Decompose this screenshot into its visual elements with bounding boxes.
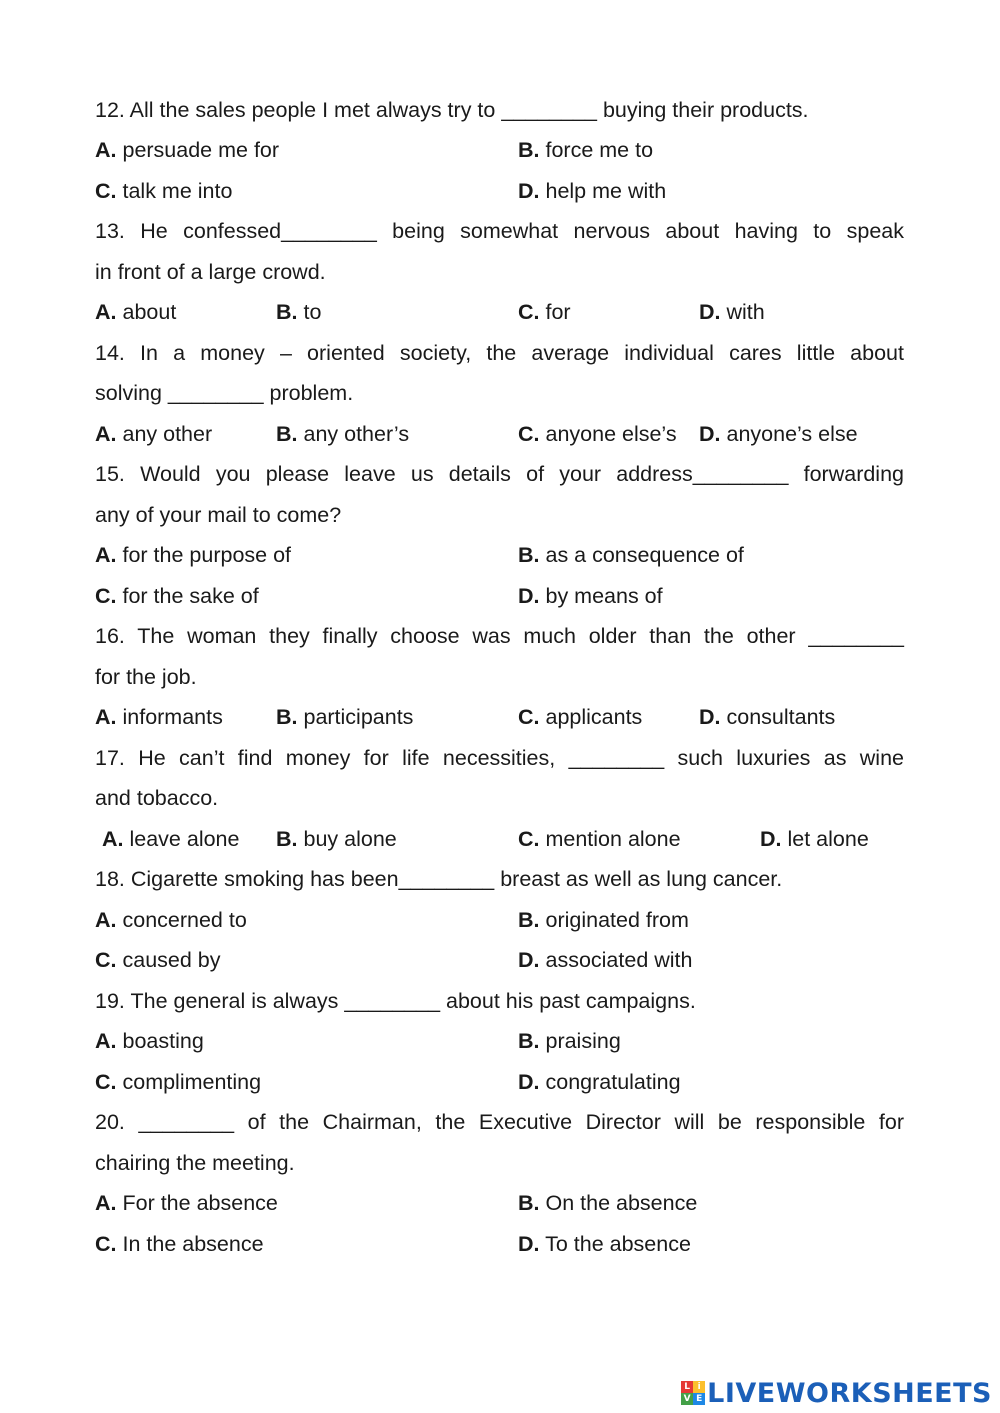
question-15-option-b[interactable]: B. as a consequence of — [518, 543, 744, 567]
question-20-option-a[interactable]: A. For the absence — [95, 1191, 278, 1215]
question-18-option-c[interactable]: C. caused by — [95, 948, 221, 972]
question-13-option-b[interactable]: B. to — [276, 300, 322, 324]
question-12-option-a[interactable]: A. persuade me for — [95, 138, 280, 162]
question-14-stem-line-1: 14. In a money – oriented society, the average individual cares little about — [95, 341, 904, 365]
question-17-stem-line-2: and tobacco. — [95, 786, 219, 810]
question-12-option-d[interactable]: D. help me with — [518, 179, 667, 203]
question-16-stem-line-1: 16. The woman they finally choose was much older than the other ________ — [95, 624, 904, 648]
liveworksheets-logo-icon: L i V E — [681, 1381, 705, 1405]
question-17-option-d[interactable]: D. let alone — [760, 827, 869, 851]
question-13-option-c[interactable]: C. for — [518, 300, 571, 324]
question-16-option-c[interactable]: C. applicants — [518, 705, 643, 729]
question-16-option-a[interactable]: A. informants — [95, 705, 223, 729]
question-20-option-d[interactable]: D. To the absence — [518, 1232, 691, 1256]
question-15-option-d[interactable]: D. by means of — [518, 584, 663, 608]
question-19-option-c[interactable]: C. complimenting — [95, 1070, 262, 1094]
question-19-stem: 19. The general is always ________ about his past campaigns. — [95, 989, 696, 1013]
question-14-option-d[interactable]: D. anyone’s else — [699, 422, 858, 446]
question-15-stem-line-2: any of your mail to come? — [95, 503, 342, 527]
question-13-stem-line-2: in front of a large crowd. — [95, 260, 326, 284]
question-14-option-b[interactable]: B. any other’s — [276, 422, 410, 446]
question-17-option-b[interactable]: B. buy alone — [276, 827, 397, 851]
question-17-option-a[interactable]: A. leave alone — [102, 827, 240, 851]
question-18-option-d[interactable]: D. associated with — [518, 948, 693, 972]
question-19-option-d[interactable]: D. congratulating — [518, 1070, 681, 1094]
question-18-option-a[interactable]: A. concerned to — [95, 908, 247, 932]
question-14-option-a[interactable]: A. any other — [95, 422, 213, 446]
question-13-option-d[interactable]: D. with — [699, 300, 765, 324]
question-16-option-d[interactable]: D. consultants — [699, 705, 836, 729]
question-12-option-b[interactable]: B. force me to — [518, 138, 654, 162]
liveworksheets-logo — [681, 1375, 992, 1411]
question-19-option-b[interactable]: B. praising — [518, 1029, 621, 1053]
question-14-option-c[interactable]: C. anyone else’s — [518, 422, 677, 446]
question-18-stem: 18. Cigarette smoking has been________ breast as well as lung cancer. — [95, 867, 783, 891]
question-15-option-c[interactable]: C. for the sake of — [95, 584, 259, 608]
question-15-stem-line-1: 15. Would you please leave us details of your address________ forwarding — [95, 462, 904, 486]
question-18-option-b[interactable]: B. originated from — [518, 908, 689, 932]
question-16-stem-line-2: for the job. — [95, 665, 197, 689]
question-13-option-a[interactable]: A. about — [95, 300, 177, 324]
liveworksheets-logo-text: LIVEWORKSHEETS — [707, 1377, 992, 1409]
question-12-option-c[interactable]: C. talk me into — [95, 179, 233, 203]
question-13-stem-line-1: 13. He confessed________ being somewhat nervous about having to speak — [95, 219, 904, 243]
question-19-option-a[interactable]: A. boasting — [95, 1029, 204, 1053]
question-14-stem-line-2: solving ________ problem. — [95, 381, 354, 405]
question-20-stem-line-2: chairing the meeting. — [95, 1151, 295, 1175]
question-20-option-c[interactable]: C. In the absence — [95, 1232, 264, 1256]
question-17-option-c[interactable]: C. mention alone — [518, 827, 681, 851]
question-17-stem-line-1: 17. He can’t find money for life necessities, ________ such luxuries as wine — [95, 746, 904, 770]
question-20-stem-line-1: 20. ________ of the Chairman, the Executive Director will be responsible for — [95, 1110, 904, 1134]
question-16-option-b[interactable]: B. participants — [276, 705, 414, 729]
question-15-option-a[interactable]: A. for the purpose of — [95, 543, 292, 567]
question-20-option-b[interactable]: B. On the absence — [518, 1191, 698, 1215]
question-12-stem: 12. All the sales people I met always try to ________ buying their products. — [95, 98, 809, 122]
